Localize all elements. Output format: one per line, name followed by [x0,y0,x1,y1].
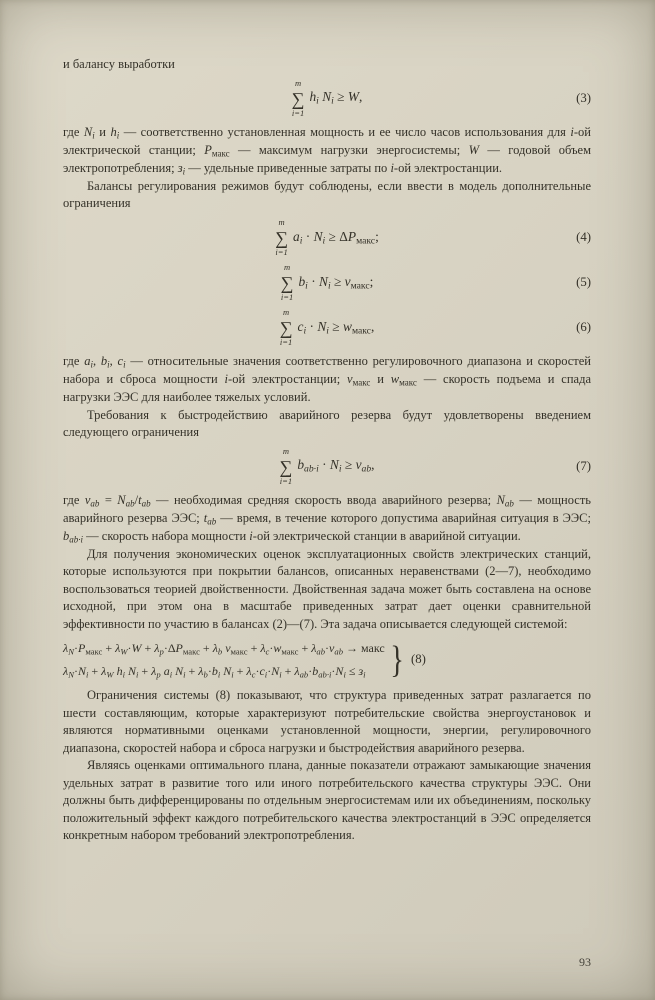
equation-body: $b_{ab\cdot i} \cdot N_i \ge v_{ab}$, [297,457,375,476]
paragraph-regulation-balances: Балансы регулирования режимов будут соблюдены, если ввести в модель дополнительные ограничения [63,178,591,211]
paragraph-where-defs-2: где $a_i$, $b_i$, $c_i$ — относительные значения соответственно регулировочного диапазона и скоростей набора и сброса мощности i-ой электростанции; $v_{макс}$ и $w_{макс}$ — скорость подъема и спада нагрузки ЭЭС для наиболее тяжелых условий. [63,353,592,405]
equation-body: $h_i$ $N_i \ge W$, [309,89,363,108]
equation-4 [63,218,591,258]
paragraph-optimal-plan: Являясь оценками оптимального плана, данные показатели отражают замыкающие значения удельных затрат в развитие того или иного потребительского качества структуры ЭЭС. Они должны быть дифференцированы по отдельным энергосистемам или их объединениям, поскольку положительный эффект каждого потребительского качества электростанций в ЭЭС определяется конкретным набором требований электропотребления. [63,758,591,843]
summation-symbol: m ∑ i=1 [291,78,305,118]
system-brace: } [389,639,404,682]
equation-number: (6) [576,319,591,334]
equation-7 [63,447,591,487]
summation-symbol: m ∑ i=1 [275,217,289,257]
equation-system-8 [63,640,591,680]
equation-number: (5) [576,274,591,289]
summation-symbol: m ∑ i=1 [279,446,293,486]
equation-3 [63,79,591,119]
paragraph-where-defs-1: где $N_i$ и $h_i$ — соответственно установленная мощность и ее число часов использования для i-ой электрической станции; $P_{макс}$ — максимум нагрузки энергосистемы; W — годовой объем электропотребления; $з_i$ — удельные приведенные затраты по i-ой электростанции. [63,124,591,177]
equation-6 [63,308,591,348]
page-number: 93 [579,955,591,969]
paragraph-constraints-structure: Ограничения системы (8) показывают, что структура приведенных затрат разлагается по шести составляющим, которые характеризуют потребительские свойства энергоустановок и являются нормативными оценками установленной мощности, энергии, регулировочного диапазона, скоростей набора и сброса нагрузки и быстродействия аварийного резерва. [63,688,591,755]
summation-symbol: m ∑ i=1 [279,307,293,347]
paragraph-continuation: и балансу выработки [63,57,175,71]
system-line: $\lambda_N\cdot P_{макс} + \lambda_W\cdot W + \lambda_p\cdot\Delta P_{макс} + \lambda_b$ $v_{макс} + \lambda_c\cdot w_{макс} + \lambda_{ab}\cdot v_{ab}$ → макс [63,641,385,657]
paragraph-emergency-reserve: Требования к быстродействию аварийного резерва будут удовлетворены введением следующего ограничения [63,407,591,440]
paragraph-where-defs-3: где $v_{ab} = N_{ab}/t_{ab}$ — необходимая средняя скорость ввода аварийного резерва; $N_{ab}$ — мощность аварийного резерва ЭЭС; $t_{ab}$ — время, в течение которого допустима аварийная ситуация в ЭЭС; $b_{ab\cdot i}$ — скорость набора мощности i-ой электрической станции в аварийной ситуации. [63,492,592,545]
equation-number: (8) [410,652,426,667]
equation-5 [63,263,591,303]
text-column [63,56,591,845]
equation-number: (4) [576,229,591,244]
equation-body: $c_i \cdot N_i \ge w_{макс}$, [297,318,375,337]
system-lines [63,640,385,680]
equation-body: $a_i \cdot N_i \ge \Delta P_{макс}$; [293,228,379,247]
summation-symbol: m ∑ i=1 [280,262,294,302]
equation-number: (3) [576,90,591,105]
equation-number: (7) [576,458,591,473]
equation-body: $b_i \cdot N_i \ge v_{макс}$; [298,273,374,292]
paragraph-duality-theory: Для получения экономических оценок эксплуатационных свойств электрических станций, которые используются при покрытии балансов, описанных неравенствами (2—7), необходимо воспользоваться теорией двойственности. Двойственная задача может быть составлена на основе исходной, при этом она в масштабе приведенных затрат дает оценки сравнительной эффективности по участию в балансах (2)—(7). Эта задача описывается следующей системой: [63,546,591,631]
system-line: $\lambda_N\cdot N_i + \lambda_W$ $h_i$ $N_i + \lambda_p$ $a_i$ $N_i + \lambda_b\cdot b_i$ $N_i + \lambda_c\cdot c_i\cdot N_i + \lambda_{ab}\cdot b_{ab\cdot i}\cdot N_i \le з_i$ [63,663,366,680]
